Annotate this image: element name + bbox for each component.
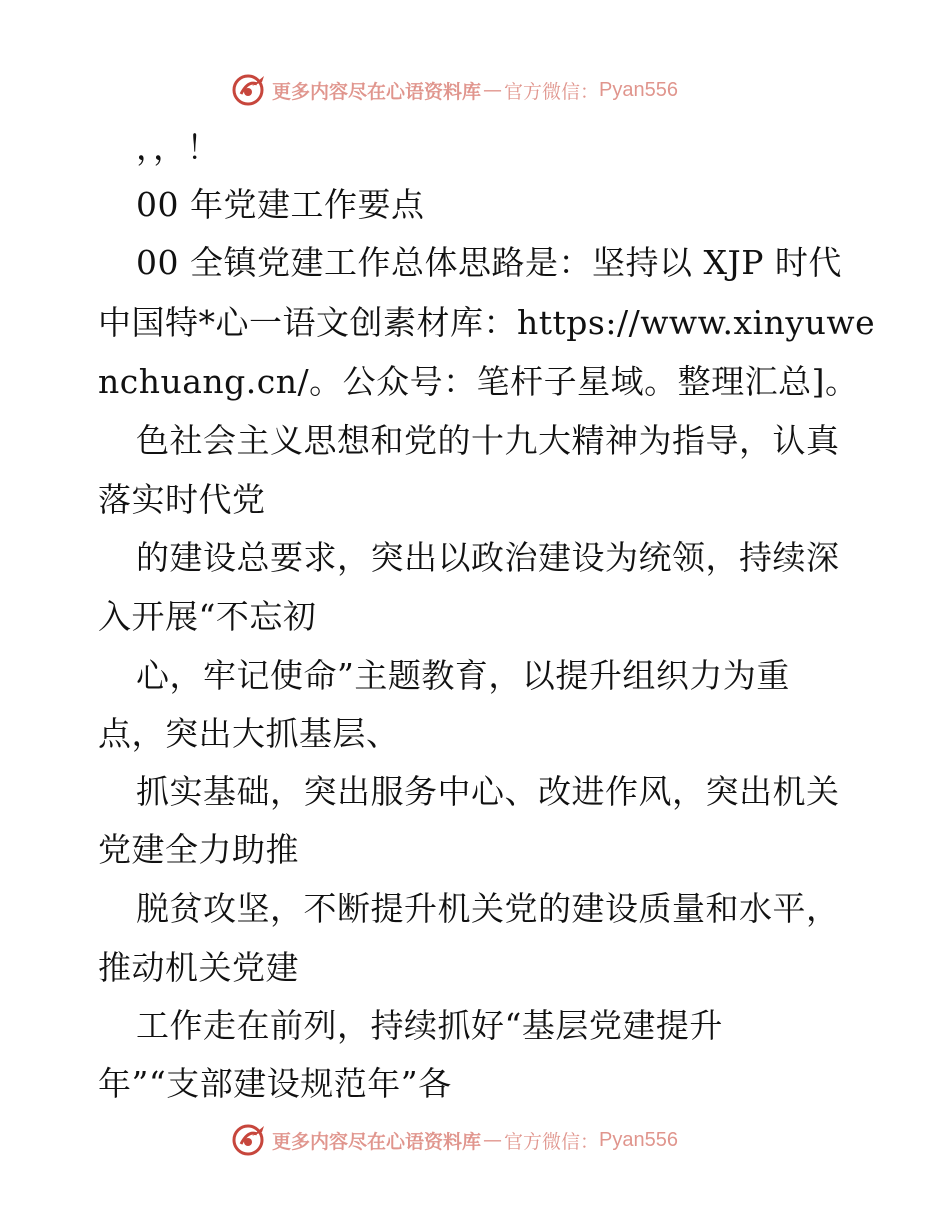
footer-slogan: 更多内容尽在心语资料库 <box>272 1130 482 1153</box>
brand-logo-icon <box>232 1122 268 1158</box>
header-dash: — <box>483 79 503 101</box>
text-line: 心，牢记使命”主题教育，以提升组织力为重 <box>136 656 790 695</box>
text-line: 推动机关党建 <box>98 948 299 987</box>
text-line: 落实时代党 <box>98 480 266 519</box>
header-wechat-id: Pyan556 <box>599 78 678 101</box>
text-line: 抓实基础，突出服务中心、改进作风，突出机关 <box>136 772 840 811</box>
text-line: nchuang.cn/。公众号：笔杆子星域。整理汇总]。 <box>98 362 859 401</box>
text-line: ，，！ <box>136 128 220 167</box>
text-line: 党建全力助推 <box>98 830 299 869</box>
footer-wechat-label: 官方微信： <box>504 1130 600 1153</box>
header-slogan: 更多内容尽在心语资料库 <box>272 80 482 103</box>
footer-wechat-id: Pyan556 <box>599 1128 678 1151</box>
text-line: 点，突出大抓基层、 <box>98 714 400 753</box>
footer-banner <box>232 1120 678 1160</box>
text-line: 入开展“不忘初 <box>98 597 317 636</box>
text-line: 工作走在前列，持续抓好“基层党建提升 <box>136 1006 723 1045</box>
text-line: 00 全镇党建工作总体思路是：坚持以 XJP 时代 <box>136 243 842 282</box>
doc-title: 00 年党建工作要点 <box>136 185 425 224</box>
header-wechat-label: 官方微信： <box>504 80 600 103</box>
header-banner <box>232 70 678 110</box>
text-line: 的建设总要求，突出以政治建设为统领，持续深 <box>136 538 840 577</box>
text-line: 色社会主义思想和党的十九大精神为指导，认真 <box>136 421 840 460</box>
text-line: 中国特*心一语文创素材库：https://www.xinyuwe <box>98 303 876 342</box>
brand-logo-icon <box>232 72 268 108</box>
text-line: 年”“支部建设规范年”各 <box>98 1064 452 1103</box>
footer-dash: — <box>483 1129 503 1151</box>
text-line: 脱贫攻坚，不断提升机关党的建设质量和水平， <box>136 889 840 928</box>
